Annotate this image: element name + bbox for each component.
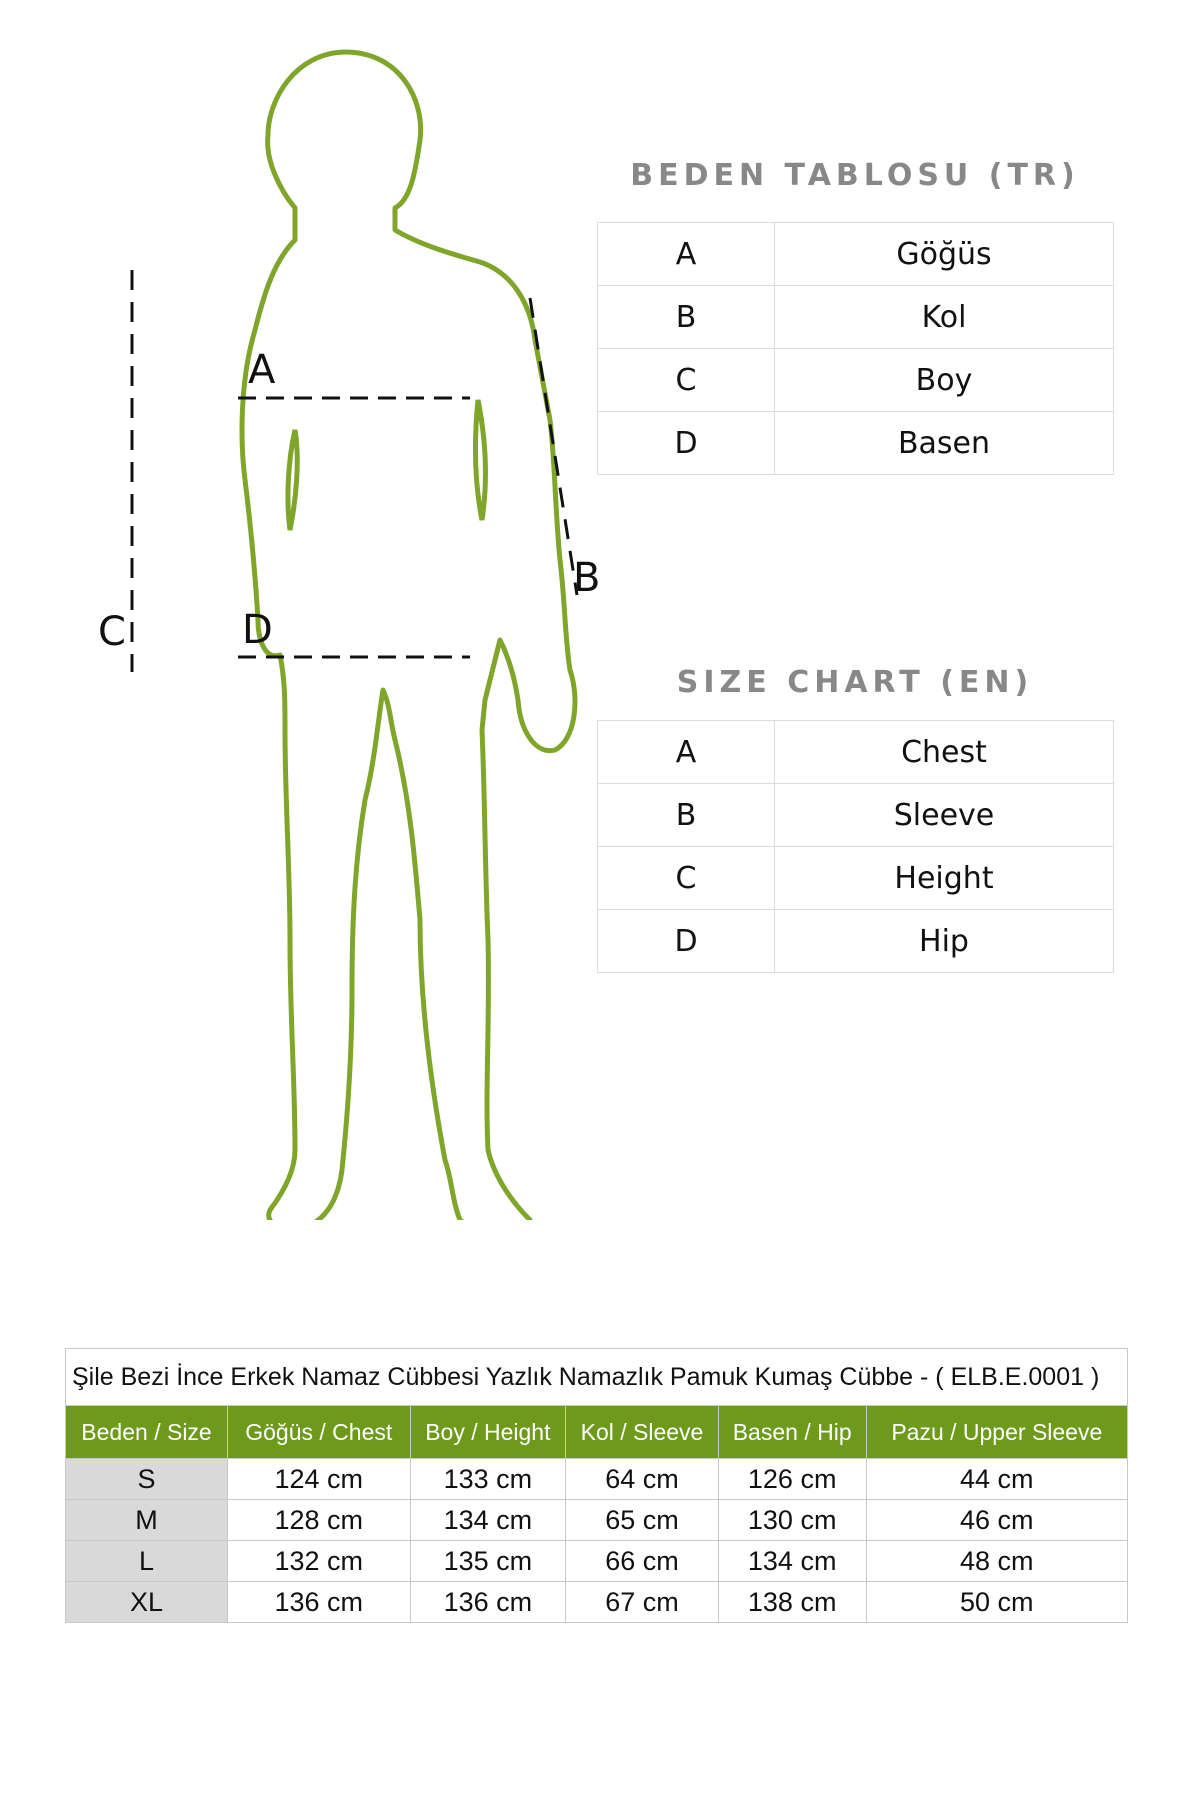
- table-row: [598, 286, 1114, 349]
- table-cell: 133 cm: [410, 1459, 566, 1500]
- legend-value: Sleeve: [775, 784, 1114, 847]
- column-header: Pazu / Upper Sleeve: [866, 1406, 1127, 1459]
- table-cell: 44 cm: [866, 1459, 1127, 1500]
- column-header: Boy / Height: [410, 1406, 566, 1459]
- table-cell: 136 cm: [228, 1582, 411, 1623]
- product-title: Şile Bezi İnce Erkek Namaz Cübbesi Yazlık Namazlık Pamuk Kumaş Cübbe - ( ELB.E.0001 ): [66, 1349, 1128, 1406]
- table-row: [66, 1500, 1128, 1541]
- column-header: Beden / Size: [66, 1406, 228, 1459]
- column-header: Basen / Hip: [718, 1406, 866, 1459]
- table-cell: 134 cm: [718, 1541, 866, 1582]
- legend-value: Hip: [775, 910, 1114, 973]
- legend-key: A: [598, 223, 775, 286]
- table-row: [66, 1459, 1128, 1500]
- table-cell: 136 cm: [410, 1582, 566, 1623]
- legend-key: B: [598, 286, 775, 349]
- table-cell: 124 cm: [228, 1459, 411, 1500]
- table-row: [598, 721, 1114, 784]
- tr-chart-title: BEDEN TABLOSU (TR): [630, 158, 1080, 193]
- table-row: [598, 910, 1114, 973]
- table-cell: 50 cm: [866, 1582, 1127, 1623]
- product-size-table: [65, 1348, 1128, 1623]
- table-cell: 128 cm: [228, 1500, 411, 1541]
- legend-key: B: [598, 784, 775, 847]
- table-row: [598, 412, 1114, 475]
- en-chart-title: SIZE CHART (EN): [676, 665, 1034, 700]
- table-row: [598, 223, 1114, 286]
- size-cell: M: [66, 1500, 228, 1541]
- label-c: C: [98, 609, 126, 655]
- table-cell: 65 cm: [566, 1500, 719, 1541]
- table-cell: 138 cm: [718, 1582, 866, 1623]
- table-row: [598, 349, 1114, 412]
- column-header: Kol / Sleeve: [566, 1406, 719, 1459]
- body-figure: [90, 40, 630, 1220]
- table-row: [66, 1541, 1128, 1582]
- legend-value: Basen: [775, 412, 1114, 475]
- table-cell: 135 cm: [410, 1541, 566, 1582]
- size-cell: XL: [66, 1582, 228, 1623]
- table-cell: 64 cm: [566, 1459, 719, 1500]
- table-cell: 134 cm: [410, 1500, 566, 1541]
- silhouette-outline: [242, 52, 575, 1220]
- header-row: [66, 1406, 1128, 1459]
- left-arm-gap: [288, 430, 297, 530]
- legend-value: Chest: [775, 721, 1114, 784]
- en-chart-table: [597, 720, 1114, 973]
- table-cell: 126 cm: [718, 1459, 866, 1500]
- table-cell: 66 cm: [566, 1541, 719, 1582]
- table-row: [66, 1582, 1128, 1623]
- legend-value: Kol: [775, 286, 1114, 349]
- caption-row: [66, 1349, 1128, 1406]
- legend-value: Göğüs: [775, 223, 1114, 286]
- size-cell: L: [66, 1541, 228, 1582]
- legend-key: D: [598, 412, 775, 475]
- label-b: B: [573, 555, 601, 601]
- size-cell: S: [66, 1459, 228, 1500]
- table-cell: 46 cm: [866, 1500, 1127, 1541]
- legend-value: Boy: [775, 349, 1114, 412]
- legend-key: A: [598, 721, 775, 784]
- label-d: D: [242, 607, 273, 653]
- legend-key: D: [598, 910, 775, 973]
- legend-value: Height: [775, 847, 1114, 910]
- table-cell: 130 cm: [718, 1500, 866, 1541]
- table-row: [598, 847, 1114, 910]
- product-size-table-section: [65, 1348, 1128, 1623]
- right-arm-gap: [475, 400, 485, 520]
- tr-chart-table: [597, 222, 1114, 475]
- column-header: Göğüs / Chest: [228, 1406, 411, 1459]
- table-cell: 48 cm: [866, 1541, 1127, 1582]
- table-row: [598, 784, 1114, 847]
- table-cell: 67 cm: [566, 1582, 719, 1623]
- legend-key: C: [598, 349, 775, 412]
- label-a: A: [248, 347, 276, 393]
- body-silhouette-icon: [90, 40, 630, 1220]
- table-cell: 132 cm: [228, 1541, 411, 1582]
- legend-key: C: [598, 847, 775, 910]
